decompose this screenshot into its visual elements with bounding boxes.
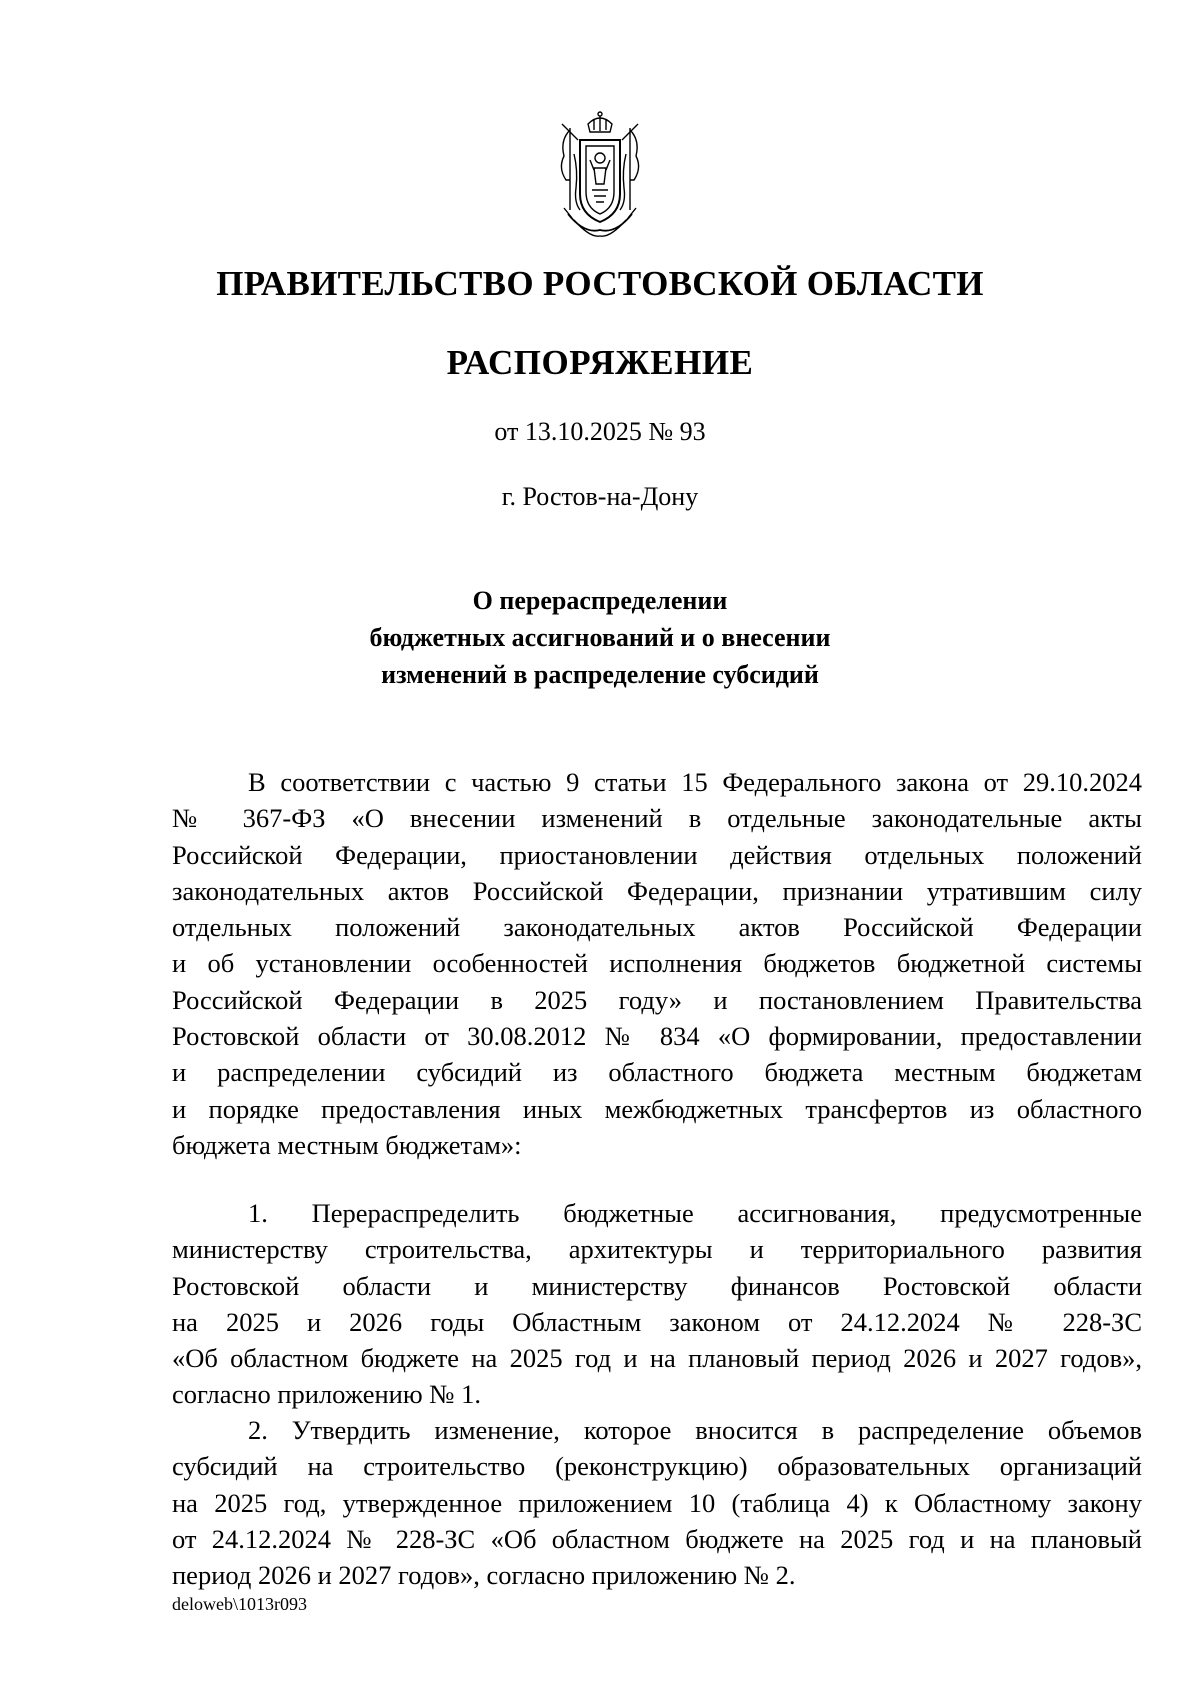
text-line: от 24.12.2024 № 228-ЗС «Об областном бюджете на 2025 год и на плановый [172,1523,1142,1554]
text-line: субсидий на строительство (реконструкцию) образовательных организаций [172,1451,1142,1482]
item-2-paragraph [172,1412,1142,1593]
text-line: Российской Федерации в 2025 году» и постановлением Правительства [172,984,1142,1015]
document-city: г. Ростов-на-Дону [501,482,699,511]
text-line: и порядке предоставления иных межбюджетных трансфертов из областного [172,1093,1142,1124]
subject-line: бюджетных ассигнований и о внесении [369,623,831,652]
subject-line: изменений в распределение субсидий [381,660,819,689]
text-line: министерству строительства, архитектуры и территориального развития [172,1234,1142,1265]
text-line: и об установлении особенностей исполнения бюджетов бюджетной системы [172,948,1142,979]
item-1-paragraph [172,1195,1142,1413]
text-line: Российской Федерации, приостановлении действия отдельных положений [172,839,1142,870]
text-line: согласно приложению № 1. [172,1379,482,1410]
text-line: законодательных актов Российской Федерации, признании утратившим силу [172,875,1142,906]
text-line: Ростовской области и министерству финансов Ростовской области [172,1270,1142,1301]
text-line: на 2025 и 2026 годы Областным законом от 24.12.2024 № 228-ЗС [172,1306,1142,1337]
organization-title: ПРАВИТЕЛЬСТВО РОСТОВСКОЙ ОБЛАСТИ [216,264,984,303]
text-line: период 2026 и 2027 годов», согласно приложению № 2. [172,1560,796,1591]
text-line: и распределении субсидий из областного бюджета местным бюджетам [172,1057,1142,1088]
text-line: «Об областном бюджете на 2025 год и на плановый период 2026 и 2027 годов», [172,1343,1142,1374]
text-line: № 367-ФЗ «О внесении изменений в отдельные законодательные акты [172,803,1142,834]
coat-of-arms-icon [550,110,650,242]
text-line: Ростовской области от 30.08.2012 № 834 «О формировании, предоставлении [172,1021,1142,1052]
document-footer-code: deloweb\1013r093 [172,1594,307,1614]
text-line: В соответствии с частью 9 статьи 15 Федерального закона от 29.10.2024 [248,767,1142,797]
subject-line: О перераспределении [472,586,728,615]
text-line: 1. Перераспределить бюджетные ассигнования, предусмотренные [248,1198,1142,1228]
document-subject [0,582,1200,693]
text-line: отдельных положений законодательных актов Российской Федерации [172,912,1142,943]
preamble-paragraph [172,764,1142,1163]
text-line: 2. Утвердить изменение, которое вносится в распределение объемов [248,1415,1142,1445]
document-type: РАСПОРЯЖЕНИЕ [446,343,754,382]
text-line: бюджета местным бюджетам»: [172,1129,522,1160]
text-line: на 2025 год, утвержденное приложением 10 (таблица 4) к Областному закону [172,1487,1142,1518]
document-date-number: от 13.10.2025 № 93 [494,417,706,446]
